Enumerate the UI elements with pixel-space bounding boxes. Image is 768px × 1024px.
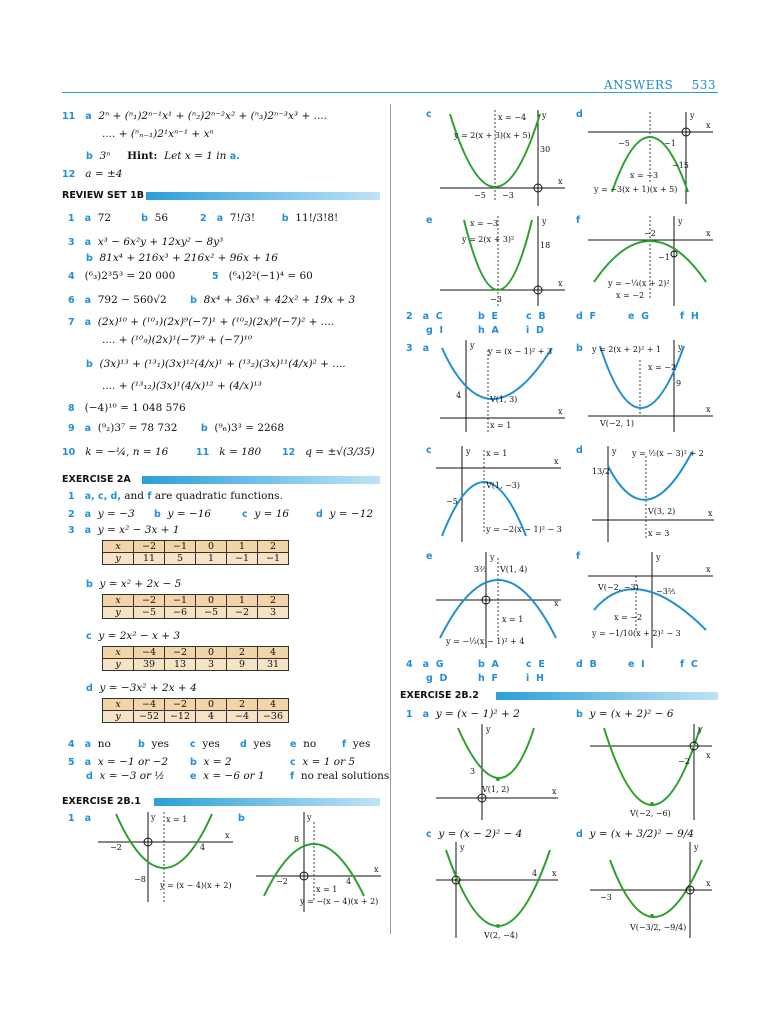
e2: 2 a y = −3 [68, 508, 135, 520]
svg-text:x = 3: x = 3 [648, 529, 670, 538]
svg-text:4: 4 [346, 877, 352, 886]
e3a: 3 a y = x² − 3x + 1 [68, 524, 180, 536]
svg-text:y = (x − 4)(x + 2): y = (x − 4)(x + 2) [160, 881, 232, 890]
graph-1b [256, 812, 386, 912]
running-title: ANSWERS [604, 78, 674, 92]
r7b-line1: b (3x)¹³ + (¹³₁)(3x)¹²(4/x)¹ + (¹³₂)(3x)¹¹(4/x)² + .... [86, 358, 346, 370]
title-bar [154, 798, 380, 806]
r7a-line1: 7 a (2x)¹⁰ + (¹⁰₁)(2x)⁹(−7)¹ + (¹⁰₂)(2x)⁸(−7)² + .... [68, 316, 335, 328]
svg-text:x = 1: x = 1 [502, 615, 524, 624]
r8: 8 (−4)¹⁰ = 1 048 576 [68, 402, 186, 414]
graph-1e [440, 216, 570, 306]
svg-text:−5: −5 [618, 139, 630, 148]
svg-text:V(3, 2): V(3, 2) [648, 507, 676, 516]
r12: 12 q = ±√(3/35) [282, 446, 375, 458]
svg-text:V(1, 4): V(1, 4) [500, 565, 528, 574]
svg-text:y = −3(x + 1)(x + 5): y = −3(x + 1)(x + 5) [594, 185, 678, 194]
b2-1d: d y = (x + 3/2)² − 9/4 [576, 828, 694, 840]
svg-text:V(1, −3): V(1, −3) [486, 481, 520, 490]
q12: 12 a = ±4 [62, 168, 123, 180]
q1e-label: e [426, 215, 433, 226]
q3f-label: f [576, 551, 581, 562]
b2-1a: 1 a y = (x − 1)² + 2 [406, 708, 520, 720]
svg-text:x = 1: x = 1 [490, 421, 512, 430]
graph-2b2-1a [436, 724, 562, 820]
svg-text:x = −4: x = −4 [498, 113, 527, 122]
r9: 9 a (⁹₂)3⁷ = 78 732 b (⁹₆)3³ = 2268 [68, 422, 285, 434]
graph-2b2-1c [436, 842, 562, 938]
graph-3b [588, 340, 718, 432]
q1-label: 1 a [68, 813, 92, 824]
q11b: b 3ⁿ Hint: Let x = 1 in a. [86, 150, 240, 162]
svg-text:V(−2, −6): V(−2, −6) [630, 809, 671, 818]
svg-text:x: x [558, 279, 563, 288]
svg-text:x = −2: x = −2 [614, 613, 643, 622]
q1f-label: f [576, 215, 581, 226]
svg-text:−3: −3 [600, 893, 612, 902]
q2f: f H [680, 311, 699, 322]
svg-text:y: y [466, 447, 471, 456]
svg-text:y: y [698, 725, 703, 734]
e3d: d y = −3x² + 2x + 4 [86, 682, 197, 694]
svg-text:y: y [486, 725, 491, 734]
svg-text:−3: −3 [490, 295, 502, 304]
title-bar [496, 692, 718, 700]
svg-text:x: x [552, 787, 557, 796]
svg-text:x: x [554, 457, 559, 466]
svg-text:x: x [706, 229, 711, 238]
q4b: b A [478, 659, 499, 670]
svg-text:y = −1/10(x + 2)² − 3: y = −1/10(x + 2)² − 3 [592, 629, 681, 638]
svg-text:x: x [552, 869, 557, 878]
svg-text:x: x [225, 831, 230, 840]
svg-text:−1: −1 [658, 253, 670, 262]
q1b-label: b [238, 813, 245, 824]
q4i: i H [526, 673, 544, 684]
r6: 6 a 792 − 560√2 b 8x⁴ + 36x³ + 42x² + 19x + 3 [68, 294, 356, 306]
svg-text:x: x [558, 177, 563, 186]
q2i: i D [526, 325, 544, 336]
svg-text:y: y [656, 553, 661, 562]
svg-text:y = −¼(x + 2)²: y = −¼(x + 2)² [608, 279, 670, 288]
q2h: h A [478, 325, 499, 336]
header-rule [62, 92, 718, 93]
svg-text:30: 30 [540, 145, 551, 154]
q2g: g I [426, 325, 444, 336]
svg-text:−8: −8 [134, 875, 146, 884]
svg-text:y: y [542, 217, 547, 226]
e5b: b x = 2 [190, 756, 232, 768]
b2-1b: b y = (x + 2)² − 6 [576, 708, 674, 720]
graph-2b2-1b [590, 724, 718, 820]
graph-3f [588, 552, 718, 648]
q11a-line2: .... + (ⁿₙ₋₁)2¹xⁿ⁻¹ + xⁿ [102, 128, 214, 140]
svg-text:y: y [612, 447, 617, 456]
column-divider [390, 104, 391, 934]
svg-text:y: y [307, 813, 312, 822]
q2e: e G [628, 311, 649, 322]
e4: 4 a no [68, 738, 111, 750]
svg-text:x = −3: x = −3 [630, 171, 659, 180]
exercise-2b2-title: EXERCISE 2B.2 [400, 690, 479, 701]
e4f: f yes [342, 738, 371, 750]
svg-text:y: y [470, 341, 475, 350]
e5e: e x = −6 or 1 [190, 770, 265, 782]
e5c: c x = 1 or 5 [290, 756, 356, 768]
e5a: 5 a x = −1 or −2 [68, 756, 169, 768]
graph-3a [440, 340, 570, 432]
e1: 1 a, c, d, and f are quadratic functions. [68, 490, 283, 502]
svg-text:−1: −1 [664, 139, 676, 148]
svg-text:x: x [554, 599, 559, 608]
svg-text:−2: −2 [678, 757, 690, 766]
r3b: b 81x⁴ + 216x³ + 216x² + 96x + 16 [86, 252, 278, 264]
svg-text:4: 4 [532, 869, 538, 878]
svg-text:−2: −2 [276, 877, 288, 886]
svg-text:8: 8 [294, 835, 300, 844]
review-set-title: REVIEW SET 1B [62, 190, 144, 201]
r7b-line2: .... + (¹³₁₂)(3x)¹(4/x)¹² + (4/x)¹³ [102, 380, 262, 392]
svg-text:y = 2(x + 2)² + 1: y = 2(x + 2)² + 1 [592, 345, 662, 354]
svg-text:x: x [706, 879, 711, 888]
value-table-3d: x −4 −2 0 2 4 y −52 −12 4 −4 −36 [102, 698, 289, 723]
title-bar [142, 476, 380, 484]
q11a-line1: 11 a 2ⁿ + (ⁿ₁)2ⁿ⁻¹x¹ + (ⁿ₂)2ⁿ⁻²x² + (ⁿ₃)2ⁿ⁻³x³ + .... [62, 110, 327, 122]
svg-text:x: x [706, 121, 711, 130]
q2c: c B [526, 311, 546, 322]
svg-text:x: x [706, 565, 711, 574]
q4h: h F [478, 673, 498, 684]
svg-text:3: 3 [470, 767, 476, 776]
svg-text:V(−3/2, −9/4): V(−3/2, −9/4) [630, 923, 687, 932]
svg-text:y = −⅓(x − 1)² + 4: y = −⅓(x − 1)² + 4 [446, 637, 525, 646]
svg-text:V(1, 3): V(1, 3) [490, 395, 518, 404]
r7a-line2: .... + (¹⁰₉)(2x)¹(−7)⁹ + (−7)¹⁰ [102, 334, 253, 346]
graph-1d [588, 112, 718, 204]
e2c: c y = 16 [242, 508, 290, 520]
svg-text:x = −2: x = −2 [648, 363, 677, 372]
q2b: b E [478, 311, 498, 322]
svg-text:y: y [542, 111, 547, 120]
q4d: d B [576, 659, 597, 670]
svg-text:y = 2(x + 3)²: y = 2(x + 3)² [462, 235, 515, 244]
r4: 4 (⁶₃)2³5³ = 20 000 [68, 270, 176, 282]
e4e: e no [290, 738, 317, 750]
svg-text:y: y [460, 843, 465, 852]
graph-1a [98, 812, 238, 902]
svg-text:x: x [558, 407, 563, 416]
svg-text:−3⅖: −3⅖ [656, 587, 676, 596]
svg-text:−15: −15 [672, 161, 689, 170]
q3a-label: 3 a [406, 343, 430, 354]
svg-text:−5: −5 [474, 191, 486, 200]
e4b: b yes [138, 738, 170, 750]
svg-text:y: y [690, 111, 695, 120]
svg-text:3⅔: 3⅔ [474, 565, 487, 574]
svg-text:−3: −3 [502, 191, 514, 200]
q3b-label: b [576, 343, 583, 354]
e3c: c y = 2x² − x + 3 [86, 630, 181, 642]
svg-text:y = −(x − 4)(x + 2): y = −(x − 4)(x + 2) [300, 897, 379, 906]
q4f: f C [680, 659, 698, 670]
q4g: g D [426, 673, 448, 684]
value-table-3a: x −2 −1 0 1 2 y 11 5 1 −1 −1 [102, 540, 289, 565]
q3d-label: d [576, 445, 583, 456]
graph-2b2-1d [590, 842, 718, 938]
q4c: c E [526, 659, 545, 670]
q2-row1: 2 a C [406, 311, 443, 322]
graph-3e [436, 552, 566, 648]
value-table-3b: x −2 −1 0 1 2 y −5 −6 −5 −2 3 [102, 594, 289, 619]
svg-text:V(−2, −3): V(−2, −3) [598, 583, 639, 592]
svg-text:−2: −2 [110, 843, 122, 852]
r11: 11 k = 180 [196, 446, 262, 458]
e5f: f no real solutions [290, 770, 390, 782]
svg-text:4: 4 [456, 391, 462, 400]
q4-row1: 4 a G [406, 659, 444, 670]
e2b: b y = −16 [154, 508, 212, 520]
graph-1c [440, 110, 570, 206]
svg-text:4: 4 [200, 843, 206, 852]
svg-text:y: y [694, 843, 699, 852]
q1d-label: d [576, 109, 583, 120]
svg-text:9: 9 [676, 379, 682, 388]
title-bar [146, 192, 380, 200]
svg-text:x: x [706, 751, 711, 760]
r10: 10 k = −¼, n = 16 [62, 446, 169, 458]
r3a: 3 a x³ − 6x²y + 12xy² − 8y³ [68, 236, 224, 248]
q2d: d F [576, 311, 596, 322]
exercise-2b1-title: EXERCISE 2B.1 [62, 796, 141, 807]
value-table-3c: x −4 −2 0 2 4 y 39 13 3 9 31 [102, 646, 289, 671]
e4d: d yes [240, 738, 272, 750]
r2: 2 a 7!/3! b 11!/3!8! [200, 212, 339, 224]
svg-text:y: y [678, 343, 683, 352]
q4e: e I [628, 659, 645, 670]
svg-text:V(2, −4): V(2, −4) [484, 931, 518, 940]
e2d: d y = −12 [316, 508, 374, 520]
svg-text:y = −2(x − 1)² − 3: y = −2(x − 1)² − 3 [486, 525, 562, 534]
page-header [590, 78, 716, 92]
svg-text:y = ½(x − 3)² + 2: y = ½(x − 3)² + 2 [632, 449, 704, 458]
svg-text:18: 18 [540, 241, 551, 250]
e5d: d x = −3 or ½ [86, 770, 165, 782]
q1c-label: c [426, 109, 432, 120]
r5: 5 (⁶₄)2²(−1)⁴ = 60 [212, 270, 313, 282]
svg-text:x: x [706, 405, 711, 414]
exercise-2a-title: EXERCISE 2A [62, 474, 131, 485]
svg-text:y = 2(x + 3)(x + 5): y = 2(x + 3)(x + 5) [454, 131, 531, 140]
svg-text:y: y [678, 217, 683, 226]
svg-text:−2: −2 [644, 229, 656, 238]
r1: 1 a 72 b 56 [68, 212, 169, 224]
svg-text:y: y [490, 553, 495, 562]
page-number: 533 [691, 78, 716, 92]
e4c: c yes [190, 738, 220, 750]
svg-text:y = (x − 1)² + 3: y = (x − 1)² + 3 [488, 347, 553, 356]
b2-1c: c y = (x − 2)² − 4 [426, 828, 523, 840]
svg-text:y: y [151, 813, 156, 822]
q3e-label: e [426, 551, 433, 562]
e3b: b y = x² + 2x − 5 [86, 578, 182, 590]
svg-text:13/2: 13/2 [592, 467, 610, 476]
graph-3c [436, 446, 566, 542]
svg-text:x = 1: x = 1 [486, 449, 508, 458]
svg-text:V(1, 2): V(1, 2) [482, 785, 510, 794]
svg-text:x = 1: x = 1 [316, 885, 338, 894]
graph-1f [588, 216, 718, 306]
svg-text:−5: −5 [446, 497, 458, 506]
svg-text:x = −2: x = −2 [616, 291, 645, 300]
svg-text:x = −3: x = −3 [470, 219, 499, 228]
svg-text:x: x [374, 865, 379, 874]
svg-text:V(−2, 1): V(−2, 1) [600, 419, 634, 428]
svg-text:x = 1: x = 1 [166, 815, 188, 824]
svg-text:x: x [708, 509, 713, 518]
q3c-label: c [426, 445, 432, 456]
graph-3d [592, 446, 718, 542]
